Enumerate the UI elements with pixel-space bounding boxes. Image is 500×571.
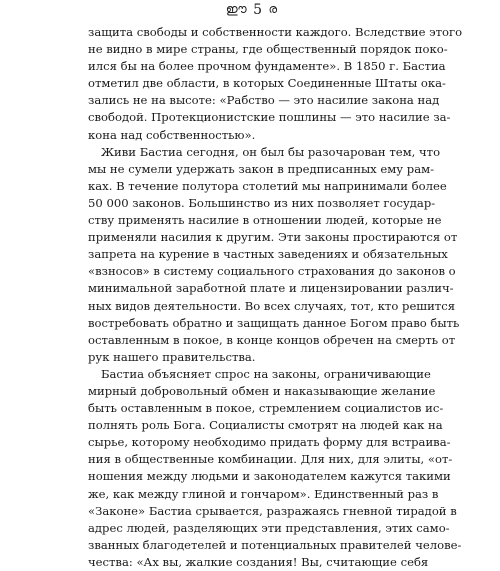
text-line: полнять роль Бога. Социалисты смотрят на людей как на <box>88 418 443 433</box>
page-number: 5 <box>253 2 264 18</box>
text-line: рук нашего правительства. <box>88 349 256 364</box>
text-line: востребовать обратно и защищать данное Богом право быть <box>88 315 460 330</box>
text-line: ился бы на более прочном фундаменте». В 1850 г. Бастиа <box>88 59 446 74</box>
text-line: Бастиа объясняет спрос на законы, ограничивающие <box>101 366 431 381</box>
text-line: «взносов» в систему социального страхования до законов о <box>88 264 456 279</box>
page-header <box>88 0 416 20</box>
text-line: применяли насилия к другим. Эти законы простираются от <box>88 230 458 245</box>
book-page <box>88 0 463 569</box>
text-line: быть оставленным в покое, стремлением социалистов ис- <box>88 401 444 416</box>
body-text <box>88 24 463 571</box>
paragraph <box>88 144 460 366</box>
ornament-right-icon: ര <box>268 2 279 16</box>
text-line: защита свободы и собственности каждого. Вследствие этого <box>88 25 463 39</box>
text-line: ству применять насилие в отношении людей, которые не <box>88 213 442 228</box>
text-line: Живи Бастиа сегодня, он был бы разочарован тем, что <box>101 144 441 159</box>
text-line: зались не на высоте: «Рабство — это насилие закона над <box>88 93 440 108</box>
text-line: не видно в мире страны, где общественный порядок поко- <box>88 42 448 57</box>
text-line: сырье, которому необходимо придать форму для встраива- <box>88 435 451 450</box>
text-line: ношения между людьми и законодателем кажутся такими <box>88 469 451 484</box>
ornament-left-icon: ഈ <box>225 2 248 16</box>
text-line: оставленным в покое, в конце концов обречен на смерть от <box>88 332 456 347</box>
text-line: ния в общественные комбинации. Для них, для элиты, «от- <box>88 452 453 467</box>
text-line: ных видов деятельности. Во всех случаях, тот, кто решится <box>88 298 456 313</box>
text-line: ках. В течение полутора столетий мы напринимали более <box>88 178 447 193</box>
text-line: запрета на курение в частных заведениях и обязательных <box>88 247 448 262</box>
text-line: 50 000 законов. Большинство из них позволяет государ- <box>88 195 436 210</box>
text-line: мирный добровольный обмен и наказывающие желание <box>88 383 436 398</box>
text-line: же, как между глиной и гончаром». Единственный раз в <box>88 486 439 501</box>
text-line: чества: «Ах вы, жалкие создания! Вы, считающие себя <box>88 554 429 569</box>
text-line: свободой. Протекционистские пошлины — это насилие за- <box>88 110 451 125</box>
paragraph <box>88 24 463 144</box>
text-line: мы не сумели удержать закон в предписанных ему рам- <box>88 161 435 176</box>
text-line: минимальной заработной плате и лицензировании различ- <box>88 281 454 296</box>
text-line: кона над собственностью». <box>88 127 256 142</box>
paragraph <box>88 366 462 571</box>
text-line: отметил две области, в которых Соединенные Штаты ока- <box>88 76 446 91</box>
text-line: «Законе» Бастиа срывается, разражаясь гневной тирадой в <box>88 503 457 518</box>
text-line: званных благодетелей и потенциальных правителей челове- <box>88 537 462 552</box>
text-line: адрес людей, разделяющих эти представления, этих само- <box>88 520 450 535</box>
